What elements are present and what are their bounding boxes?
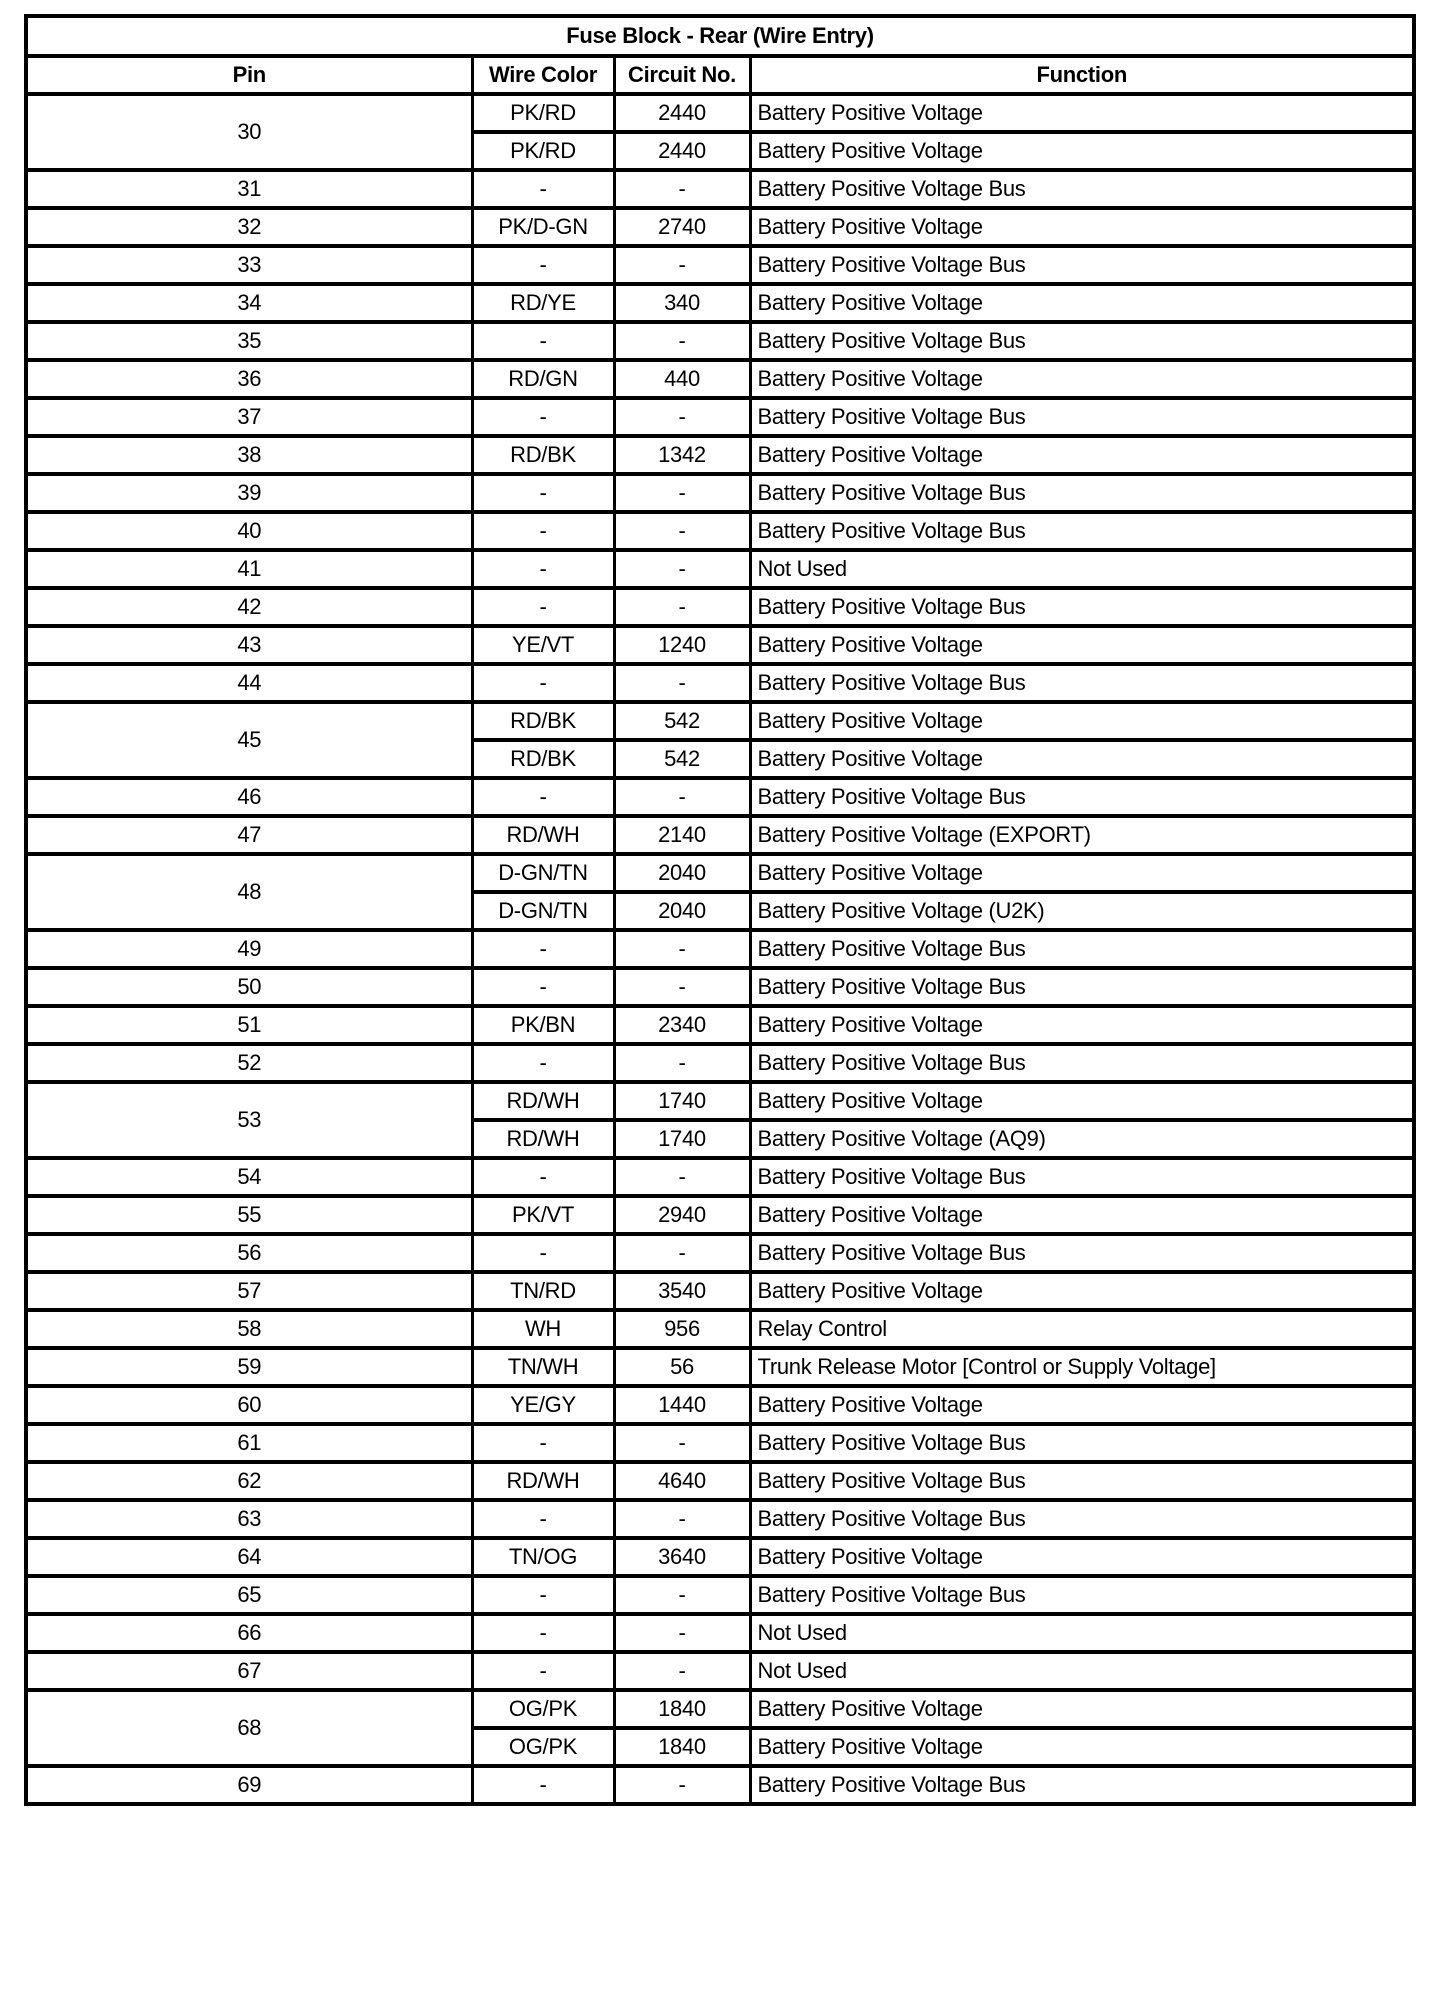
function-cell: Battery Positive Voltage (750, 1082, 1414, 1120)
pin-cell: 68 (26, 1690, 472, 1766)
circuit-no-cell: 3540 (614, 1272, 750, 1310)
function-cell: Trunk Release Motor [Control or Supply Voltage] (750, 1348, 1414, 1386)
header-pin: Pin (26, 56, 472, 94)
circuit-no-cell: - (614, 398, 750, 436)
circuit-no-cell: 1840 (614, 1728, 750, 1766)
wire-color-cell: - (472, 1576, 614, 1614)
pin-cell: 65 (26, 1576, 472, 1614)
pin-cell: 49 (26, 930, 472, 968)
table-row (26, 1614, 1414, 1652)
circuit-no-cell: 2740 (614, 208, 750, 246)
circuit-no-cell: - (614, 664, 750, 702)
table-row (26, 968, 1414, 1006)
function-cell: Not Used (750, 1652, 1414, 1690)
table-row (26, 474, 1414, 512)
wire-color-cell: - (472, 1044, 614, 1082)
table-row (26, 1652, 1414, 1690)
function-cell: Battery Positive Voltage Bus (750, 1158, 1414, 1196)
table-row (26, 360, 1414, 398)
wire-color-cell: RD/BK (472, 740, 614, 778)
circuit-no-cell: 4640 (614, 1462, 750, 1500)
wire-color-cell: RD/WH (472, 1120, 614, 1158)
function-cell: Battery Positive Voltage (750, 1196, 1414, 1234)
pin-cell: 64 (26, 1538, 472, 1576)
wire-color-cell: YE/GY (472, 1386, 614, 1424)
wire-color-cell: - (472, 1424, 614, 1462)
pin-cell: 59 (26, 1348, 472, 1386)
function-cell: Battery Positive Voltage (750, 94, 1414, 132)
pin-cell: 34 (26, 284, 472, 322)
table-row (26, 588, 1414, 626)
circuit-no-cell: 56 (614, 1348, 750, 1386)
function-cell: Battery Positive Voltage (750, 1006, 1414, 1044)
function-cell: Battery Positive Voltage Bus (750, 1766, 1414, 1804)
pin-cell: 41 (26, 550, 472, 588)
circuit-no-cell: 2040 (614, 854, 750, 892)
table-row (26, 94, 1414, 132)
wire-color-cell: - (472, 1500, 614, 1538)
table-row (26, 1386, 1414, 1424)
table-title-row (26, 16, 1414, 56)
circuit-no-cell: - (614, 930, 750, 968)
table-row (26, 1272, 1414, 1310)
wire-color-cell: - (472, 1652, 614, 1690)
circuit-no-cell: 2440 (614, 132, 750, 170)
table-row (26, 1424, 1414, 1462)
wire-color-cell: D-GN/TN (472, 854, 614, 892)
circuit-no-cell: 2440 (614, 94, 750, 132)
function-cell: Not Used (750, 1614, 1414, 1652)
function-cell: Battery Positive Voltage Bus (750, 968, 1414, 1006)
function-cell: Battery Positive Voltage (750, 284, 1414, 322)
wire-color-cell: PK/VT (472, 1196, 614, 1234)
wire-color-cell: - (472, 968, 614, 1006)
pin-cell: 38 (26, 436, 472, 474)
wire-color-cell: PK/BN (472, 1006, 614, 1044)
wire-color-cell: - (472, 512, 614, 550)
wire-color-cell: PK/D-GN (472, 208, 614, 246)
pin-cell: 43 (26, 626, 472, 664)
wire-color-cell: RD/YE (472, 284, 614, 322)
pin-cell: 47 (26, 816, 472, 854)
function-cell: Battery Positive Voltage (750, 1386, 1414, 1424)
table-row (26, 1348, 1414, 1386)
table-row (26, 1158, 1414, 1196)
wire-color-cell: - (472, 246, 614, 284)
circuit-no-cell: - (614, 1044, 750, 1082)
pin-cell: 57 (26, 1272, 472, 1310)
pin-cell: 67 (26, 1652, 472, 1690)
wire-color-cell: OG/PK (472, 1728, 614, 1766)
wire-color-cell: TN/RD (472, 1272, 614, 1310)
table-row (26, 322, 1414, 360)
function-cell: Battery Positive Voltage (750, 1690, 1414, 1728)
pin-cell: 31 (26, 170, 472, 208)
pin-cell: 48 (26, 854, 472, 930)
circuit-no-cell: 1440 (614, 1386, 750, 1424)
circuit-no-cell: 2040 (614, 892, 750, 930)
table-row (26, 1500, 1414, 1538)
circuit-no-cell: - (614, 1500, 750, 1538)
circuit-no-cell: - (614, 1424, 750, 1462)
circuit-no-cell: - (614, 550, 750, 588)
table-row (26, 1462, 1414, 1500)
circuit-no-cell: - (614, 1576, 750, 1614)
table-row (26, 626, 1414, 664)
table-row (26, 512, 1414, 550)
circuit-no-cell: - (614, 778, 750, 816)
wire-color-cell: - (472, 170, 614, 208)
table-row (26, 436, 1414, 474)
function-cell: Battery Positive Voltage Bus (750, 1462, 1414, 1500)
pin-cell: 58 (26, 1310, 472, 1348)
circuit-no-cell: 3640 (614, 1538, 750, 1576)
pin-cell: 35 (26, 322, 472, 360)
function-cell: Battery Positive Voltage Bus (750, 1234, 1414, 1272)
function-cell: Battery Positive Voltage Bus (750, 664, 1414, 702)
circuit-no-cell: 956 (614, 1310, 750, 1348)
wire-color-cell: YE/VT (472, 626, 614, 664)
table-header-row (26, 56, 1414, 94)
pin-cell: 42 (26, 588, 472, 626)
table-body (26, 94, 1414, 1804)
function-cell: Battery Positive Voltage Bus (750, 512, 1414, 550)
wire-color-cell: - (472, 664, 614, 702)
wire-color-cell: - (472, 1234, 614, 1272)
pin-cell: 40 (26, 512, 472, 550)
circuit-no-cell: - (614, 474, 750, 512)
table-row (26, 208, 1414, 246)
wire-color-cell: - (472, 930, 614, 968)
function-cell: Battery Positive Voltage Bus (750, 588, 1414, 626)
pin-cell: 56 (26, 1234, 472, 1272)
circuit-no-cell: - (614, 512, 750, 550)
circuit-no-cell: 2340 (614, 1006, 750, 1044)
wire-color-cell: PK/RD (472, 132, 614, 170)
table-row (26, 1766, 1414, 1804)
function-cell: Battery Positive Voltage (U2K) (750, 892, 1414, 930)
circuit-no-cell: 1240 (614, 626, 750, 664)
table-row (26, 778, 1414, 816)
circuit-no-cell: - (614, 968, 750, 1006)
table-row (26, 1044, 1414, 1082)
function-cell: Battery Positive Voltage (750, 740, 1414, 778)
header-circuit-no: Circuit No. (614, 56, 750, 94)
table-row (26, 1690, 1414, 1728)
function-cell: Battery Positive Voltage Bus (750, 1044, 1414, 1082)
wire-color-cell: RD/BK (472, 702, 614, 740)
table-title: Fuse Block - Rear (Wire Entry) (26, 16, 1414, 56)
wire-color-cell: - (472, 1158, 614, 1196)
wire-color-cell: TN/OG (472, 1538, 614, 1576)
function-cell: Battery Positive Voltage (750, 854, 1414, 892)
circuit-no-cell: 1342 (614, 436, 750, 474)
function-cell: Battery Positive Voltage Bus (750, 1576, 1414, 1614)
pin-cell: 44 (26, 664, 472, 702)
wire-color-cell: - (472, 1614, 614, 1652)
circuit-no-cell: - (614, 1234, 750, 1272)
pin-cell: 55 (26, 1196, 472, 1234)
table-row (26, 550, 1414, 588)
table-row (26, 398, 1414, 436)
pin-cell: 53 (26, 1082, 472, 1158)
function-cell: Battery Positive Voltage Bus (750, 1500, 1414, 1538)
wire-color-cell: WH (472, 1310, 614, 1348)
wire-color-cell: D-GN/TN (472, 892, 614, 930)
pin-cell: 54 (26, 1158, 472, 1196)
wire-color-cell: OG/PK (472, 1690, 614, 1728)
circuit-no-cell: - (614, 1652, 750, 1690)
table-row (26, 702, 1414, 740)
wire-color-cell: TN/WH (472, 1348, 614, 1386)
header-wire-color: Wire Color (472, 56, 614, 94)
function-cell: Battery Positive Voltage (750, 436, 1414, 474)
circuit-no-cell: 1740 (614, 1082, 750, 1120)
wire-color-cell: - (472, 322, 614, 360)
function-cell: Battery Positive Voltage (750, 702, 1414, 740)
function-cell: Battery Positive Voltage Bus (750, 322, 1414, 360)
table-row (26, 930, 1414, 968)
table-row (26, 854, 1414, 892)
wire-color-cell: RD/WH (472, 816, 614, 854)
table-row (26, 284, 1414, 322)
circuit-no-cell: 542 (614, 702, 750, 740)
circuit-no-cell: - (614, 1766, 750, 1804)
circuit-no-cell: 1740 (614, 1120, 750, 1158)
function-cell: Battery Positive Voltage (750, 360, 1414, 398)
wire-color-cell: RD/GN (472, 360, 614, 398)
table-row (26, 1082, 1414, 1120)
table-row (26, 664, 1414, 702)
function-cell: Battery Positive Voltage Bus (750, 930, 1414, 968)
wire-color-cell: - (472, 398, 614, 436)
function-cell: Battery Positive Voltage (750, 208, 1414, 246)
table-row (26, 246, 1414, 284)
pin-cell: 60 (26, 1386, 472, 1424)
pin-cell: 32 (26, 208, 472, 246)
pin-cell: 33 (26, 246, 472, 284)
circuit-no-cell: - (614, 1614, 750, 1652)
circuit-no-cell: - (614, 322, 750, 360)
wire-color-cell: - (472, 474, 614, 512)
function-cell: Battery Positive Voltage (750, 1272, 1414, 1310)
circuit-no-cell: 1840 (614, 1690, 750, 1728)
header-function: Function (750, 56, 1414, 94)
circuit-no-cell: 2940 (614, 1196, 750, 1234)
circuit-no-cell: - (614, 170, 750, 208)
pin-cell: 46 (26, 778, 472, 816)
function-cell: Battery Positive Voltage (750, 626, 1414, 664)
table-row (26, 816, 1414, 854)
pin-cell: 37 (26, 398, 472, 436)
function-cell: Not Used (750, 550, 1414, 588)
function-cell: Relay Control (750, 1310, 1414, 1348)
circuit-no-cell: 340 (614, 284, 750, 322)
table-row (26, 170, 1414, 208)
function-cell: Battery Positive Voltage Bus (750, 246, 1414, 284)
pin-cell: 66 (26, 1614, 472, 1652)
pin-cell: 51 (26, 1006, 472, 1044)
pin-cell: 50 (26, 968, 472, 1006)
pin-cell: 36 (26, 360, 472, 398)
function-cell: Battery Positive Voltage (AQ9) (750, 1120, 1414, 1158)
circuit-no-cell: 440 (614, 360, 750, 398)
function-cell: Battery Positive Voltage Bus (750, 474, 1414, 512)
wire-color-cell: - (472, 550, 614, 588)
wire-color-cell: PK/RD (472, 94, 614, 132)
function-cell: Battery Positive Voltage Bus (750, 170, 1414, 208)
circuit-no-cell: 542 (614, 740, 750, 778)
circuit-no-cell: 2140 (614, 816, 750, 854)
function-cell: Battery Positive Voltage (750, 132, 1414, 170)
function-cell: Battery Positive Voltage (750, 1538, 1414, 1576)
table-row (26, 1576, 1414, 1614)
circuit-no-cell: - (614, 1158, 750, 1196)
wire-color-cell: - (472, 778, 614, 816)
function-cell: Battery Positive Voltage Bus (750, 1424, 1414, 1462)
circuit-no-cell: - (614, 246, 750, 284)
pin-cell: 30 (26, 94, 472, 170)
pin-cell: 45 (26, 702, 472, 778)
function-cell: Battery Positive Voltage (EXPORT) (750, 816, 1414, 854)
circuit-no-cell: - (614, 588, 750, 626)
wire-color-cell: - (472, 588, 614, 626)
table-row (26, 1538, 1414, 1576)
pin-cell: 62 (26, 1462, 472, 1500)
pin-cell: 52 (26, 1044, 472, 1082)
table-row (26, 1234, 1414, 1272)
table-row (26, 1310, 1414, 1348)
pin-cell: 61 (26, 1424, 472, 1462)
function-cell: Battery Positive Voltage Bus (750, 398, 1414, 436)
function-cell: Battery Positive Voltage (750, 1728, 1414, 1766)
fuse-block-pinout-table (24, 14, 1416, 1806)
pin-cell: 69 (26, 1766, 472, 1804)
table-row (26, 1006, 1414, 1044)
wire-color-cell: RD/WH (472, 1082, 614, 1120)
pin-cell: 39 (26, 474, 472, 512)
wire-color-cell: RD/BK (472, 436, 614, 474)
function-cell: Battery Positive Voltage Bus (750, 778, 1414, 816)
pin-cell: 63 (26, 1500, 472, 1538)
wire-color-cell: RD/WH (472, 1462, 614, 1500)
wire-color-cell: - (472, 1766, 614, 1804)
table-row (26, 1196, 1414, 1234)
